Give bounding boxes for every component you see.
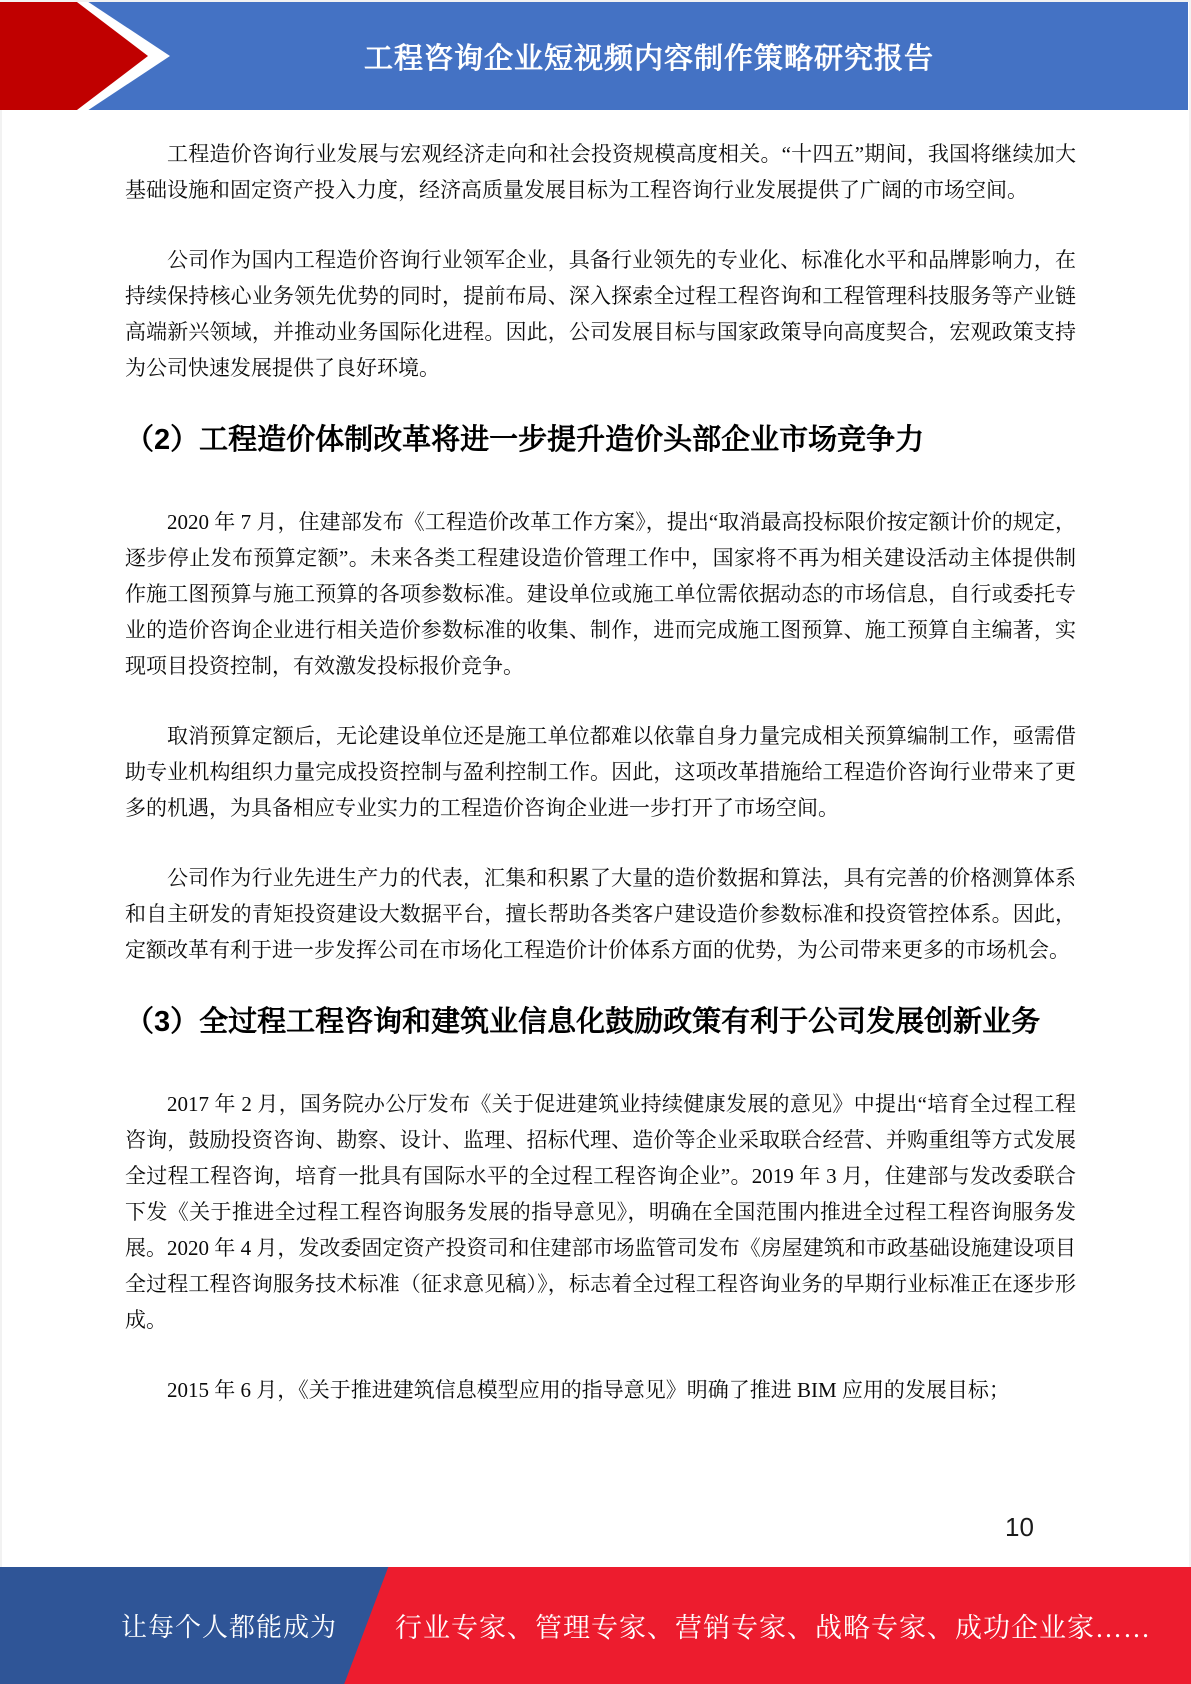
paragraph-company-position: 公司作为国内工程造价咨询行业领军企业，具备行业领先的专业化、标准化水平和品牌影响力，在持续保持核心业务领先优势的同时，提前布局、深入探索全过程工程咨询和工程管理科技服务等产业链高端新兴领域，并推动业务国际化进程。因此，公司发展目标与国家政策导向高度契合，宏观政策支持为公司快速发展提供了良好环境。 [125,248,1076,380]
chevron-fill [0,2,148,110]
paragraph-company-data: 公司作为行业先进生产力的代表，汇集和积累了大量的造价数据和算法，具有完善的价格测算体系和自主研发的青矩投资建设大数据平台，擅长帮助各类客户建设造价参数标准和投资管控体系。因此，定额改革有利于进一步发挥公司在市场化工程造价计价体系方面的优势，为公司带来更多的市场机会。 [125,866,1076,962]
section-heading-2: （2）工程造价体制改革将进一步提升造价头部企业市场竞争力 [125,424,925,456]
page-title: 工程咨询企业短视频内容制作策略研究报告 [363,42,934,75]
paragraph-2017-policy: 2017 年 2 月，国务院办公厅发布《关于促进建筑业持续健康发展的意见》中提出“培育全过程工程咨询，鼓励投资咨询、勘察、设计、监理、招标代理、造价等企业采取联合经营、并购重组等方式发展全过程工程咨询，培育一批具有国际水平的全过程工程咨询企业”。2019 年 3 月，住建部与发改委联合下发《关于推进全过程工程咨询服务发展的指导意见》，明确在全国范围内推进全过程工程咨询服务发展。2020 年 4 月，发改委固定资产投资司和住建部市场监管司发布《房屋建筑和市政基础设施建设项目全过程工程咨询服务技术标准（征求意见稿）》，标志着全过程工程咨询业务的早期行业标准正在逐步形成。 [125,1092,1076,1332]
chevron-right-icon [0,2,170,110]
paragraph-industry-macro: 工程造价咨询行业发展与宏观经济走向和社会投资规模高度相关。“十四五”期间，我国将继续加大基础设施和固定资产投入力度，经济高质量发展目标为工程咨询行业发展提供了广阔的市场空间。 [125,142,1076,202]
paragraph-quota-cancel: 取消预算定额后，无论建设单位还是施工单位都难以依靠自身力量完成相关预算编制工作，亟需借助专业机构组织力量完成投资控制与盈利控制工作。因此，这项改革措施给工程造价咨询行业带来了更多的机遇，为具备相应专业实力的工程造价咨询企业进一步打开了市场空间。 [125,724,1076,820]
footer-slogan-lead: 让每个人都能成为 [120,1613,337,1642]
page-number: 10 [1005,1512,1034,1542]
document-body [125,110,1076,1442]
footer-slogan-experts: 行业专家、管理专家、营销专家、战略专家、成功企业家…… [395,1613,1151,1643]
section-heading-3: （3）全过程工程咨询和建筑业信息化鼓励政策有利于公司发展创新业务 [125,1006,1041,1038]
paragraph-2020-reform: 2020 年 7 月，住建部发布《工程造价改革工作方案》，提出“取消最高投标限价按定额计价的规定，逐步停止发布预算定额”。未来各类工程建设造价管理工作中，国家将不再为相关建设活动主体提供制作施工图预算与施工预算的各项参数标准。建设单位或施工单位需依据动态的市场信息，自行或委托专业的造价咨询企业进行相关造价参数标准的收集、制作，进而完成施工图预算、施工预算自主编著，实现项目投资控制，有效激发投标报价竞争。 [125,510,1076,678]
paragraph-2015-bim: 2015 年 6 月，《关于推进建筑信息模型应用的指导意见》明确了推进 BIM 应用的发展目标； [167,1378,1010,1402]
page-header [0,2,1188,110]
page-footer [0,1567,1191,1684]
